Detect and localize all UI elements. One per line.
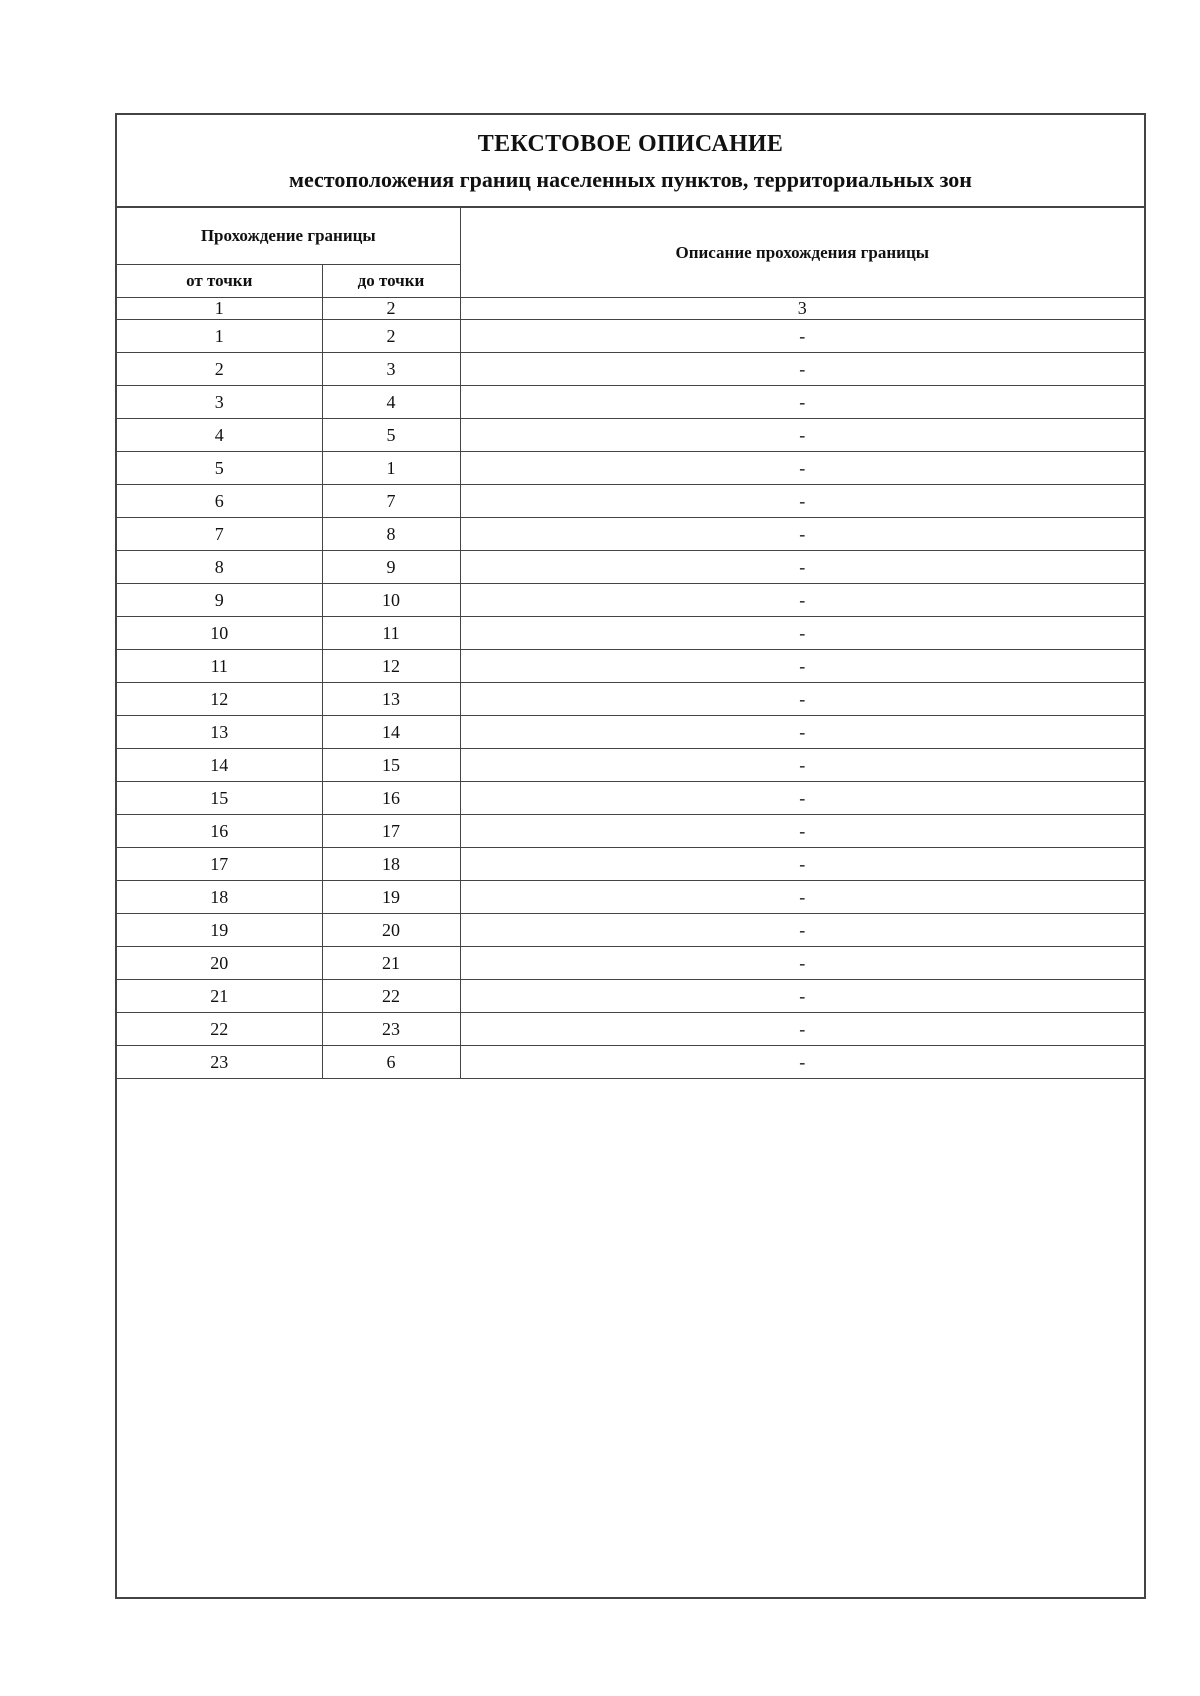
table-row bbox=[117, 419, 1144, 452]
cell-description: - bbox=[460, 584, 1144, 617]
cell-from-point: 13 bbox=[117, 716, 322, 749]
cell-to-point: 6 bbox=[322, 1046, 460, 1079]
table-row bbox=[117, 914, 1144, 947]
cell-from-point: 22 bbox=[117, 1013, 322, 1046]
cell-from-point: 3 bbox=[117, 386, 322, 419]
cell-description: - bbox=[460, 881, 1144, 914]
cell-to-point: 9 bbox=[322, 551, 460, 584]
cell-from-point: 6 bbox=[117, 485, 322, 518]
cell-from-point: 14 bbox=[117, 749, 322, 782]
cell-description: - bbox=[460, 980, 1144, 1013]
cell-description: - bbox=[460, 848, 1144, 881]
cell-to-point: 19 bbox=[322, 881, 460, 914]
cell-from-point: 21 bbox=[117, 980, 322, 1013]
cell-description: - bbox=[460, 518, 1144, 551]
table-row bbox=[117, 518, 1144, 551]
cell-description: - bbox=[460, 551, 1144, 584]
cell-description: - bbox=[460, 683, 1144, 716]
cell-description: - bbox=[460, 947, 1144, 980]
table-row bbox=[117, 881, 1144, 914]
cell-from-point: 23 bbox=[117, 1046, 322, 1079]
table-row bbox=[117, 749, 1144, 782]
table-row bbox=[117, 353, 1144, 386]
table-row bbox=[117, 386, 1144, 419]
cell-to-point: 23 bbox=[322, 1013, 460, 1046]
column-number-2: 2 bbox=[322, 298, 460, 320]
table-body bbox=[117, 320, 1144, 1079]
cell-from-point: 19 bbox=[117, 914, 322, 947]
header-from-point: от точки bbox=[117, 265, 322, 298]
cell-to-point: 14 bbox=[322, 716, 460, 749]
cell-description: - bbox=[460, 914, 1144, 947]
cell-to-point: 1 bbox=[322, 452, 460, 485]
cell-to-point: 5 bbox=[322, 419, 460, 452]
boundary-table bbox=[117, 208, 1144, 1079]
cell-to-point: 10 bbox=[322, 584, 460, 617]
table-row bbox=[117, 683, 1144, 716]
table-row bbox=[117, 848, 1144, 881]
table-row bbox=[117, 650, 1144, 683]
cell-to-point: 2 bbox=[322, 320, 460, 353]
cell-description: - bbox=[460, 749, 1144, 782]
cell-from-point: 10 bbox=[117, 617, 322, 650]
cell-to-point: 4 bbox=[322, 386, 460, 419]
cell-to-point: 17 bbox=[322, 815, 460, 848]
document-title: ТЕКСТОВОЕ ОПИСАНИЕ bbox=[477, 131, 784, 157]
cell-to-point: 21 bbox=[322, 947, 460, 980]
document-frame bbox=[115, 113, 1146, 1599]
table-row bbox=[117, 815, 1144, 848]
cell-from-point: 12 bbox=[117, 683, 322, 716]
cell-to-point: 11 bbox=[322, 617, 460, 650]
cell-description: - bbox=[460, 650, 1144, 683]
table-row bbox=[117, 452, 1144, 485]
cell-from-point: 2 bbox=[117, 353, 322, 386]
cell-to-point: 22 bbox=[322, 980, 460, 1013]
cell-from-point: 8 bbox=[117, 551, 322, 584]
table-row bbox=[117, 980, 1144, 1013]
header-to-point: до точки bbox=[322, 265, 460, 298]
cell-to-point: 20 bbox=[322, 914, 460, 947]
column-number-1: 1 bbox=[117, 298, 322, 320]
header-boundary-passage: Прохождение границы bbox=[117, 208, 460, 265]
cell-from-point: 20 bbox=[117, 947, 322, 980]
cell-to-point: 12 bbox=[322, 650, 460, 683]
column-number-3: 3 bbox=[460, 298, 1144, 320]
cell-from-point: 9 bbox=[117, 584, 322, 617]
cell-to-point: 16 bbox=[322, 782, 460, 815]
cell-to-point: 18 bbox=[322, 848, 460, 881]
table-row bbox=[117, 1013, 1144, 1046]
cell-to-point: 8 bbox=[322, 518, 460, 551]
cell-description: - bbox=[460, 1046, 1144, 1079]
cell-from-point: 17 bbox=[117, 848, 322, 881]
cell-from-point: 5 bbox=[117, 452, 322, 485]
cell-to-point: 3 bbox=[322, 353, 460, 386]
table-row bbox=[117, 320, 1144, 353]
cell-description: - bbox=[460, 320, 1144, 353]
cell-description: - bbox=[460, 782, 1144, 815]
cell-to-point: 15 bbox=[322, 749, 460, 782]
table-row bbox=[117, 782, 1144, 815]
cell-from-point: 4 bbox=[117, 419, 322, 452]
header-description: Описание прохождения границы bbox=[460, 208, 1144, 298]
cell-description: - bbox=[460, 485, 1144, 518]
table-row bbox=[117, 617, 1144, 650]
table-row bbox=[117, 551, 1144, 584]
cell-description: - bbox=[460, 716, 1144, 749]
cell-from-point: 1 bbox=[117, 320, 322, 353]
cell-from-point: 7 bbox=[117, 518, 322, 551]
cell-description: - bbox=[460, 386, 1144, 419]
cell-from-point: 15 bbox=[117, 782, 322, 815]
cell-to-point: 7 bbox=[322, 485, 460, 518]
cell-description: - bbox=[460, 815, 1144, 848]
cell-description: - bbox=[460, 419, 1144, 452]
cell-description: - bbox=[460, 617, 1144, 650]
cell-from-point: 18 bbox=[117, 881, 322, 914]
cell-to-point: 13 bbox=[322, 683, 460, 716]
cell-from-point: 11 bbox=[117, 650, 322, 683]
table-row bbox=[117, 1046, 1144, 1079]
document-subtitle: местоположения границ населенных пунктов, территориальных зон bbox=[289, 167, 972, 192]
cell-description: - bbox=[460, 452, 1144, 485]
table-row bbox=[117, 485, 1144, 518]
title-block bbox=[117, 115, 1144, 208]
table-row bbox=[117, 716, 1144, 749]
cell-description: - bbox=[460, 1013, 1144, 1046]
cell-description: - bbox=[460, 353, 1144, 386]
cell-from-point: 16 bbox=[117, 815, 322, 848]
table-row bbox=[117, 584, 1144, 617]
table-row bbox=[117, 947, 1144, 980]
